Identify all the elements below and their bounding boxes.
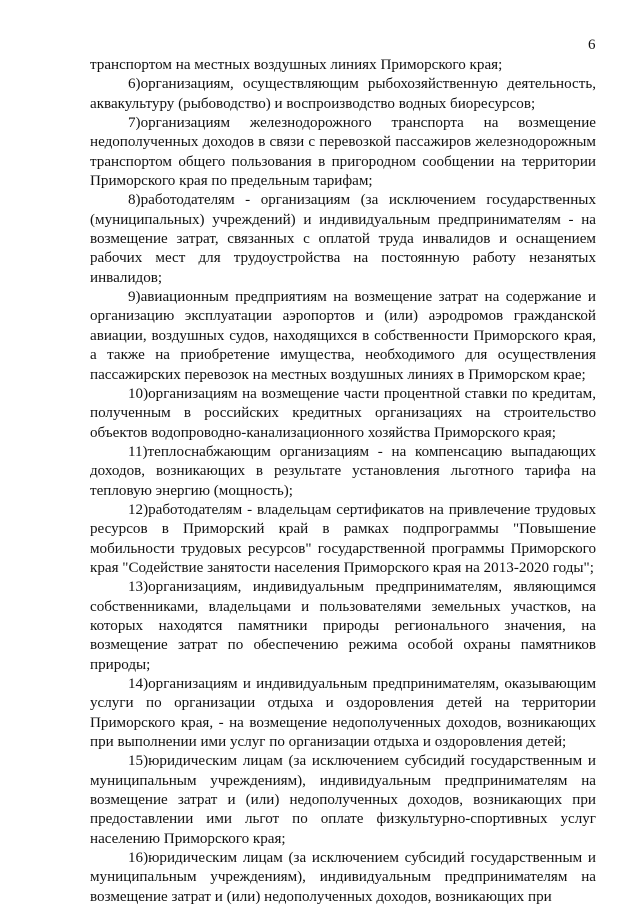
paragraph-item-15: 15)юридическим лицам (за исключением субсидий государственным и муниципальным учреждениям), индивидуальным предпринимателям на возмещение затрат и (или) недополученных доходов, возникающих при предоставлении ими льгот по оплате физкультурно-спортивных услуг населению Приморского края; — [90, 753, 596, 847]
paragraph-item-13: 13)организациям, индивидуальным предпринимателям, являющимся собственниками, владельцами и пользователями земельных участков, на которых находятся памятники природы регионального значения, на возмещение затрат по обеспечению режима особой охраны памятников природы; — [90, 579, 596, 673]
paragraph-item-11: 11)теплоснабжающим организациям - на компенсацию выпадающих доходов, возникающих в результате установления льготного тарифа на тепловую энергию (мощность); — [90, 443, 596, 499]
paragraph-item-6: 6)организациям, осуществляющим рыбохозяйственную деятельность, аквакультуру (рыбоводство) и воспроизводство водных биоресурсов; — [90, 76, 596, 112]
paragraph-item-14: 14)организациям и индивидуальным предпринимателям, оказывающим услуги по организации отдыха и оздоровления детей на территории Приморского края, - на возмещение недополученных доходов, возникающих при выполнении ими услуг по организации отдыха и оздоровления детей; — [90, 676, 596, 751]
paragraph-item-16: 16)юридическим лицам (за исключением субсидий государственным и муниципальным учреждениям), индивидуальным предпринимателям на возмещение затрат и (или) недополученных доходов, возникающих при — [90, 850, 596, 905]
document-body — [90, 56, 596, 907]
paragraph-item-8: 8)работодателям - организациям (за исключением государственных (муниципальных) учреждений) и индивидуальным предпринимателям - на возмещение затрат, связанных с оплатой труда инвалидов и оснащением рабочих мест для трудоустройства на постоянную работу незанятых инвалидов; — [90, 192, 596, 286]
paragraph-item-10: 10)организациям на возмещение части процентной ставки по кредитам, полученным в российских кредитных организациях на строительство объектов водопроводно-канализационного хозяйства Приморского края; — [90, 385, 596, 441]
paragraph-continuation: транспортом на местных воздушных линиях Приморского края; — [90, 57, 503, 73]
paragraph-item-9: 9)авиационным предприятиям на возмещение затрат на содержание и организацию эксплуатации аэропортов и (или) аэродромов гражданской авиации, воздушных судов, находящихся в собственности Приморского края, а также на приобретение имущества, необходимого для осуществления пассажирских перевозок на местных воздушных линиях в Приморском крае; — [90, 289, 596, 383]
paragraph-item-7: 7)организациям железнодорожного транспорта на возмещение недополученных доходов в связи с перевозкой пассажиров железнодорожным транспортом общего пользования в пригородном сообщении на территории Приморского края по предельным тарифам; — [90, 115, 596, 190]
page-number: 6 — [588, 37, 596, 53]
paragraph-item-12: 12)работодателям - владельцам сертификатов на привлечение трудовых ресурсов в Приморский край в рамках подпрограммы "Повышение мобильности трудовых ресурсов" государственной программы Приморского края "Содействие занятости населения Приморского края на 2013-2020 годы"; — [90, 501, 596, 576]
